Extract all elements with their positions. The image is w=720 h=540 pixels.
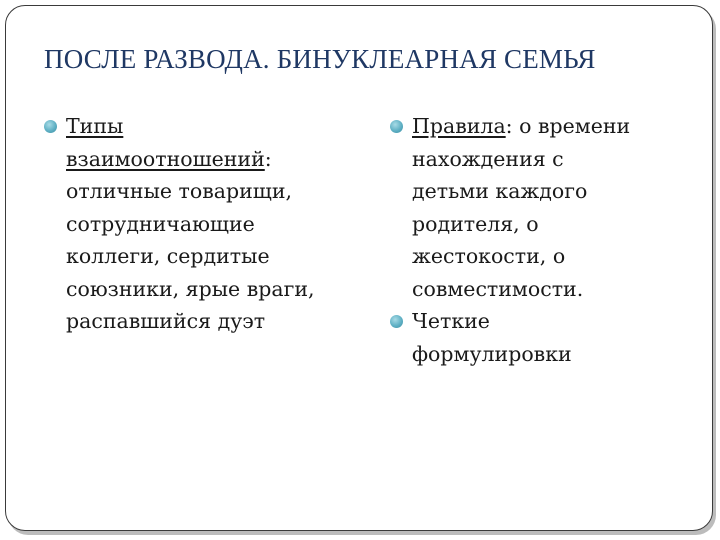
bullet-dot-icon bbox=[390, 120, 403, 133]
bullet-rules bbox=[390, 110, 690, 305]
body-line: Четкие bbox=[412, 309, 490, 333]
bullet-dot-icon bbox=[44, 120, 57, 133]
right-column bbox=[390, 110, 690, 370]
body-line: жестокости, о bbox=[412, 244, 566, 268]
body-line: родителя, о bbox=[412, 211, 539, 236]
body-line: детьми каждого bbox=[412, 179, 588, 203]
slide-title: ПОСЛЕ РАЗВОДА. БИНУКЛЕАРНАЯ СЕМЬЯ bbox=[44, 44, 596, 74]
body-line: коллеги, сердитые bbox=[66, 244, 270, 268]
body-line: формулировки bbox=[412, 341, 572, 366]
bullet-relationship-types bbox=[44, 110, 364, 338]
body-line: совместимости. bbox=[412, 276, 584, 301]
term-label: Типы bbox=[66, 114, 124, 138]
body-line: нахождения с bbox=[412, 146, 564, 171]
term-label-cont: взаимоотношений bbox=[66, 146, 265, 171]
bullet-dot-icon bbox=[390, 315, 403, 328]
body-line: союзники, ярые враги, bbox=[66, 276, 315, 301]
term-colon: : bbox=[264, 146, 272, 171]
first-line-rest: о времени bbox=[512, 114, 631, 138]
term-colon: : bbox=[505, 114, 513, 138]
body-line: сотрудничающие bbox=[66, 211, 255, 236]
term-label: Правила bbox=[412, 114, 506, 138]
body-line: распавшийся дуэт bbox=[66, 309, 266, 333]
left-column bbox=[44, 110, 364, 338]
bullet-clear-wording bbox=[390, 305, 690, 370]
body-line: отличные товарищи, bbox=[66, 179, 293, 203]
